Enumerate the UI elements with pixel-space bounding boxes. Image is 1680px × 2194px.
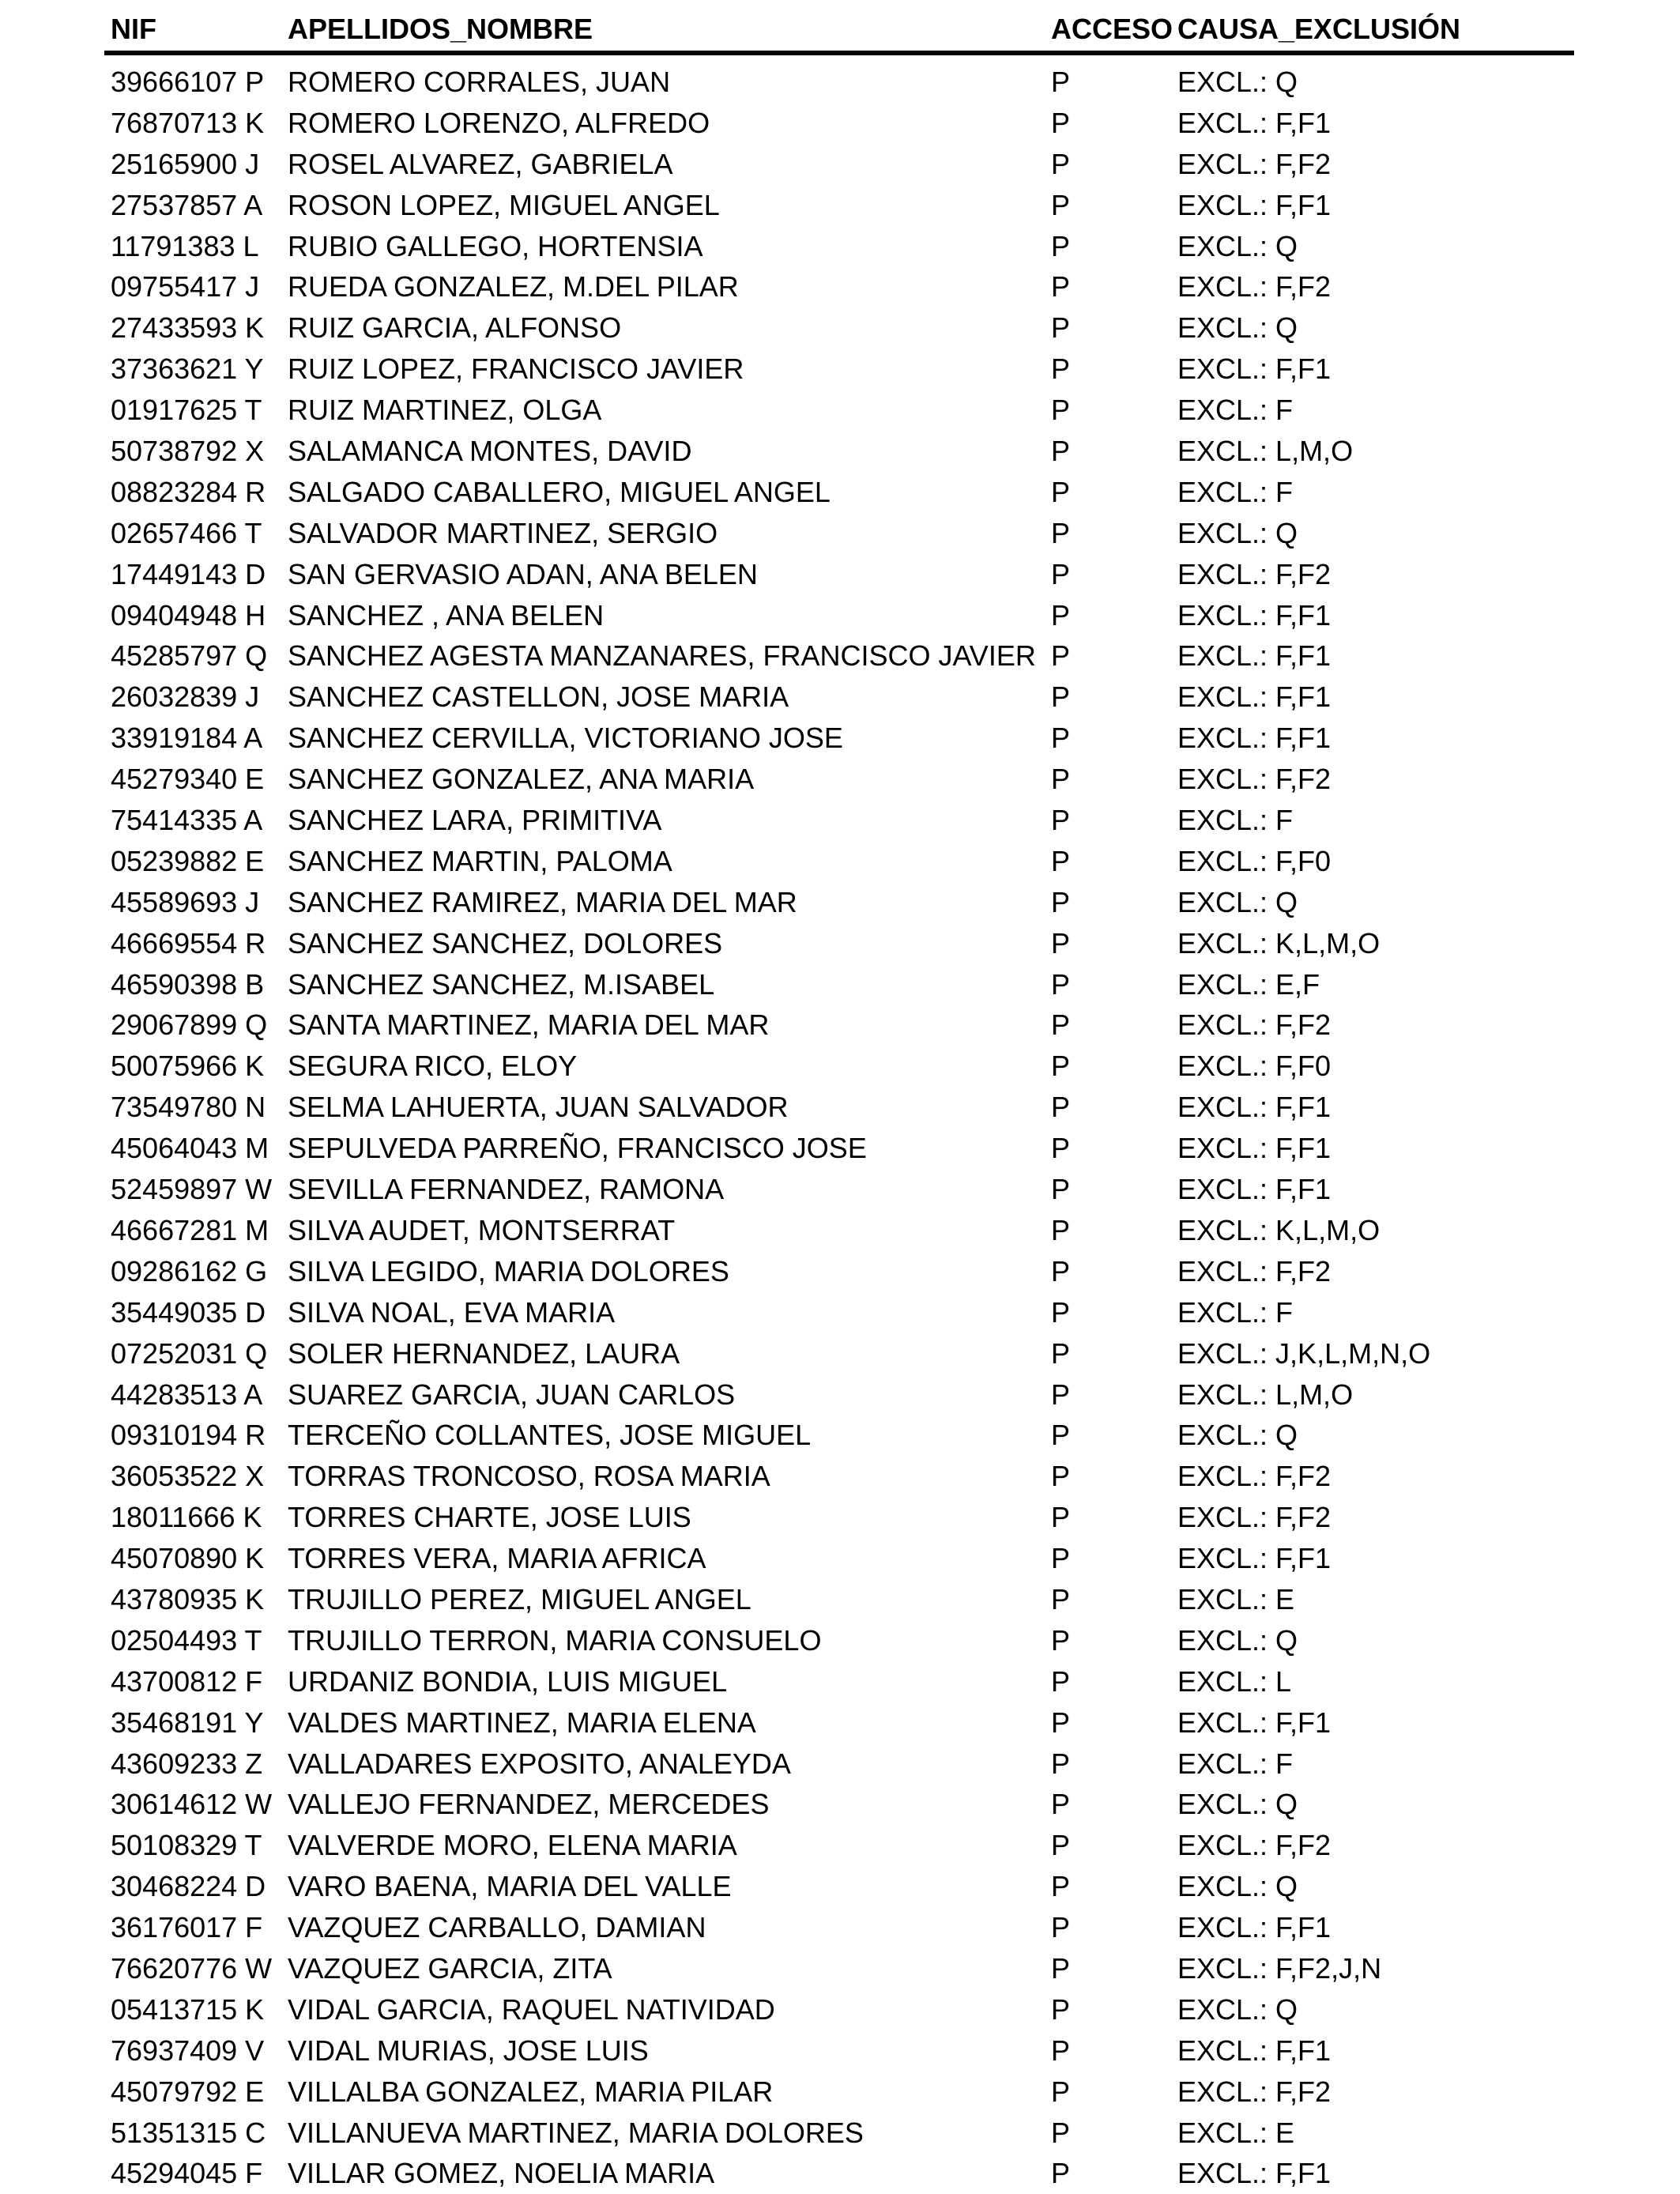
cell-causa: EXCL.: F: [1177, 475, 1294, 508]
cell-name: TORRAS TRONCOSO, ROSA MARIA: [288, 1460, 770, 1493]
table-row: [104, 1661, 1574, 1702]
cell-name: VIDAL GARCIA, RAQUEL NATIVIDAD: [288, 1992, 775, 2026]
cell-name: VILLAR GOMEZ, NOELIA MARIA: [288, 2157, 715, 2190]
cell-causa: EXCL.: F,F1: [1177, 106, 1332, 139]
cell-acceso: P: [1051, 639, 1071, 673]
cell-nif: 46669554 R: [111, 926, 266, 959]
cell-acceso: P: [1051, 1829, 1071, 1862]
cell-acceso: P: [1051, 2157, 1071, 2190]
table-row: [104, 1744, 1574, 1785]
cell-acceso: P: [1051, 1501, 1071, 1534]
cell-name: ROSON LOPEZ, MIGUEL ANGEL: [288, 188, 720, 221]
table-row: [104, 2071, 1574, 2113]
cell-nif: 45279340 E: [111, 763, 265, 796]
cell-acceso: P: [1051, 885, 1071, 918]
cell-name: VILLALBA GONZALEZ, MARIA PILAR: [288, 2075, 774, 2108]
cell-nif: 50108329 T: [111, 1829, 262, 1862]
cell-acceso: P: [1051, 311, 1071, 345]
table-row: [104, 144, 1574, 185]
cell-nif: 05239882 E: [111, 844, 265, 877]
cell-causa: EXCL.: F: [1177, 394, 1294, 427]
cell-causa: EXCL.: F,F1: [1177, 1542, 1332, 1575]
cell-nif: 73549780 N: [111, 1091, 266, 1124]
cell-acceso: P: [1051, 1132, 1071, 1165]
cell-causa: EXCL.: F,F1: [1177, 680, 1332, 714]
table-row: [104, 1989, 1574, 2030]
cell-causa: EXCL.: F,F1: [1177, 1911, 1332, 1944]
cell-acceso: P: [1051, 1992, 1071, 2026]
cell-nif: 30468224 D: [111, 1870, 266, 1903]
exclusion-list-table: [104, 9, 1574, 2190]
cell-acceso: P: [1051, 598, 1071, 631]
cell-name: VAZQUEZ CARBALLO, DAMIAN: [288, 1911, 706, 1944]
cell-name: SILVA AUDET, MONTSERRAT: [288, 1213, 676, 1246]
cell-nif: 27537857 A: [111, 188, 263, 221]
table-row: [104, 554, 1574, 595]
cell-acceso: P: [1051, 1747, 1071, 1780]
table-row: [104, 1415, 1574, 1456]
cell-causa: EXCL.: L,M,O: [1177, 435, 1354, 468]
cell-nif: 18011666 K: [111, 1501, 262, 1534]
cell-acceso: P: [1051, 66, 1071, 98]
cell-name: SANTA MARTINEZ, MARIA DEL MAR: [288, 1008, 770, 1042]
table-row: [104, 2113, 1574, 2154]
cell-causa: EXCL.: F,F2: [1177, 1008, 1332, 1042]
cell-name: VAZQUEZ GARCIA, ZITA: [288, 1951, 612, 1985]
cell-causa: EXCL.: F,F1: [1177, 1706, 1332, 1739]
cell-nif: 11791383 L: [111, 229, 259, 262]
cell-acceso: P: [1051, 475, 1071, 508]
table-row: [104, 2030, 1574, 2071]
cell-causa: EXCL.: F,F2: [1177, 2075, 1332, 2108]
cell-nif: 76870713 K: [111, 106, 265, 139]
cell-nif: 45079792 E: [111, 2075, 265, 2108]
cell-acceso: P: [1051, 1254, 1071, 1287]
cell-causa: EXCL.: E: [1177, 1582, 1295, 1615]
table-row: [104, 1005, 1574, 1046]
cell-causa: EXCL.: Q: [1177, 1623, 1298, 1657]
cell-causa: EXCL.: F,F1: [1177, 2157, 1332, 2190]
cell-acceso: P: [1051, 147, 1071, 180]
header-divider: [104, 51, 1574, 55]
cell-nif: 50075966 K: [111, 1050, 265, 1083]
cell-causa: EXCL.: F,F2: [1177, 557, 1332, 590]
cell-name: TORRES CHARTE, JOSE LUIS: [288, 1501, 691, 1534]
cell-causa: EXCL.: E: [1177, 2116, 1295, 2149]
cell-acceso: P: [1051, 1582, 1071, 1615]
cell-nif: 46667281 M: [111, 1213, 269, 1246]
cell-causa: EXCL.: F,F1: [1177, 188, 1332, 221]
cell-name: SOLER HERNANDEZ, LAURA: [288, 1336, 680, 1370]
table-row: [104, 349, 1574, 390]
table-row: [104, 185, 1574, 226]
cell-name: ROMERO LORENZO, ALFREDO: [288, 106, 710, 139]
cell-name: ROSEL ALVAREZ, GABRIELA: [288, 147, 673, 180]
table-row: [104, 431, 1574, 472]
table-row: [104, 307, 1574, 349]
cell-causa: EXCL.: F,F2,J,N: [1177, 1951, 1382, 1985]
table-row: [104, 1046, 1574, 1087]
cell-causa: EXCL.: F,F2: [1177, 1254, 1332, 1287]
cell-causa: EXCL.: F,F0: [1177, 1050, 1332, 1083]
cell-name: SANCHEZ SANCHEZ, M.ISABEL: [288, 967, 715, 1001]
table-row: [104, 390, 1574, 431]
cell-acceso: P: [1051, 680, 1071, 714]
table-row: [104, 1210, 1574, 1251]
cell-name: SANCHEZ AGESTA MANZANARES, FRANCISCO JAVIER: [288, 639, 1036, 673]
table-row: [104, 2153, 1574, 2194]
cell-causa: EXCL.: Q: [1177, 66, 1298, 98]
cell-acceso: P: [1051, 1951, 1071, 1985]
cell-name: URDANIZ BONDIA, LUIS MIGUEL: [288, 1664, 728, 1698]
cell-name: RUBIO GALLEGO, HORTENSIA: [288, 229, 703, 262]
cell-nif: 01917625 T: [111, 394, 262, 427]
table-row: [104, 1169, 1574, 1210]
cell-name: SELMA LAHUERTA, JUAN SALVADOR: [288, 1091, 789, 1124]
cell-nif: 08823284 R: [111, 475, 266, 508]
table-row: [104, 1087, 1574, 1128]
cell-nif: 45589693 J: [111, 885, 260, 918]
cell-acceso: P: [1051, 229, 1071, 262]
cell-causa: EXCL.: F,F1: [1177, 352, 1332, 386]
cell-name: VALVERDE MORO, ELENA MARIA: [288, 1829, 737, 1862]
table-row: [104, 1374, 1574, 1416]
cell-causa: EXCL.: F,F1: [1177, 722, 1332, 755]
cell-causa: EXCL.: Q: [1177, 1419, 1298, 1452]
cell-causa: EXCL.: F: [1177, 1747, 1294, 1780]
cell-nif: 44283513 A: [111, 1378, 263, 1411]
table-row: [104, 472, 1574, 513]
cell-nif: 52459897 W: [111, 1173, 273, 1206]
cell-causa: EXCL.: F,F1: [1177, 598, 1332, 631]
column-header-nif: NIF: [111, 13, 156, 45]
cell-acceso: P: [1051, 2116, 1071, 2149]
cell-name: VALDES MARTINEZ, MARIA ELENA: [288, 1706, 756, 1739]
cell-name: SALVADOR MARTINEZ, SERGIO: [288, 516, 718, 549]
table-row: [104, 1620, 1574, 1661]
cell-causa: EXCL.: Q: [1177, 1870, 1298, 1903]
cell-acceso: P: [1051, 1419, 1071, 1452]
cell-acceso: P: [1051, 967, 1071, 1001]
table-row: [104, 1784, 1574, 1825]
cell-causa: EXCL.: F,F1: [1177, 639, 1332, 673]
table-row: [104, 1497, 1574, 1538]
cell-acceso: P: [1051, 1664, 1071, 1698]
cell-acceso: P: [1051, 763, 1071, 796]
cell-acceso: P: [1051, 188, 1071, 221]
cell-nif: 43700812 F: [111, 1664, 263, 1698]
cell-causa: EXCL.: L: [1177, 1664, 1292, 1698]
cell-name: SANCHEZ RAMIREZ, MARIA DEL MAR: [288, 885, 797, 918]
cell-name: SEVILLA FERNANDEZ, RAMONA: [288, 1173, 725, 1206]
cell-nif: 07252031 Q: [111, 1336, 268, 1370]
cell-acceso: P: [1051, 352, 1071, 386]
table-row: [104, 677, 1574, 718]
cell-nif: 50738792 X: [111, 435, 265, 468]
cell-nif: 02504493 T: [111, 1623, 262, 1657]
cell-name: VILLANUEVA MARTINEZ, MARIA DOLORES: [288, 2116, 864, 2149]
cell-acceso: P: [1051, 844, 1071, 877]
cell-name: SUAREZ GARCIA, JUAN CARLOS: [288, 1378, 736, 1411]
cell-nif: 17449143 D: [111, 557, 266, 590]
table-row: [104, 759, 1574, 800]
cell-nif: 37363621 Y: [111, 352, 264, 386]
cell-name: TERCEÑO COLLANTES, JOSE MIGUEL: [288, 1419, 812, 1452]
cell-nif: 09404948 H: [111, 598, 266, 631]
cell-acceso: P: [1051, 804, 1071, 837]
table-row: [104, 1251, 1574, 1292]
table-row: [104, 1825, 1574, 1866]
cell-causa: EXCL.: Q: [1177, 516, 1298, 549]
cell-acceso: P: [1051, 1213, 1071, 1246]
cell-name: TRUJILLO TERRON, MARIA CONSUELO: [288, 1623, 822, 1657]
table-row: [104, 103, 1574, 144]
cell-nif: 09286162 G: [111, 1254, 268, 1287]
cell-acceso: P: [1051, 106, 1071, 139]
cell-causa: EXCL.: Q: [1177, 885, 1298, 918]
cell-causa: EXCL.: Q: [1177, 229, 1298, 262]
cell-acceso: P: [1051, 270, 1071, 303]
cell-nif: 76937409 V: [111, 2034, 265, 2067]
table-row: [104, 1292, 1574, 1333]
cell-nif: 02657466 T: [111, 516, 262, 549]
cell-causa: EXCL.: F,F1: [1177, 2034, 1332, 2067]
table-row: [104, 1702, 1574, 1744]
cell-name: SILVA LEGIDO, MARIA DOLORES: [288, 1254, 729, 1287]
cell-causa: EXCL.: F: [1177, 804, 1294, 837]
column-header-acceso: ACCESO: [1051, 13, 1173, 45]
cell-nif: 25165900 J: [111, 147, 260, 180]
cell-name: SALAMANCA MONTES, DAVID: [288, 435, 692, 468]
cell-name: RUIZ GARCIA, ALFONSO: [288, 311, 622, 345]
table-row: [104, 1948, 1574, 1989]
cell-name: RUEDA GONZALEZ, M.DEL PILAR: [288, 270, 739, 303]
cell-name: VIDAL MURIAS, JOSE LUIS: [288, 2034, 649, 2067]
table-row: [104, 1128, 1574, 1169]
cell-acceso: P: [1051, 1460, 1071, 1493]
cell-acceso: P: [1051, 1378, 1071, 1411]
cell-name: SANCHEZ , ANA BELEN: [288, 598, 605, 631]
cell-nif: 75414335 A: [111, 804, 263, 837]
cell-causa: EXCL.: F,F2: [1177, 270, 1332, 303]
cell-name: SANCHEZ GONZALEZ, ANA MARIA: [288, 763, 755, 796]
cell-causa: EXCL.: F,F0: [1177, 844, 1332, 877]
cell-name: SANCHEZ CASTELLON, JOSE MARIA: [288, 680, 789, 714]
cell-causa: EXCL.: Q: [1177, 1788, 1298, 1821]
table-row: [104, 1579, 1574, 1620]
cell-nif: 36176017 F: [111, 1911, 263, 1944]
table-row: [104, 1866, 1574, 1907]
cell-acceso: P: [1051, 1542, 1071, 1575]
cell-name: TRUJILLO PEREZ, MIGUEL ANGEL: [288, 1582, 751, 1615]
cell-causa: EXCL.: E,F: [1177, 967, 1320, 1001]
cell-acceso: P: [1051, 2075, 1071, 2108]
cell-acceso: P: [1051, 1706, 1071, 1739]
cell-causa: EXCL.: J,K,L,M,N,O: [1177, 1336, 1431, 1370]
cell-name: VALLEJO FERNANDEZ, MERCEDES: [288, 1788, 770, 1821]
table-row: [104, 964, 1574, 1005]
cell-nif: 43780935 K: [111, 1582, 265, 1615]
cell-causa: EXCL.: F: [1177, 1295, 1294, 1329]
cell-nif: 29067899 Q: [111, 1008, 268, 1042]
table-row: [104, 513, 1574, 554]
cell-name: SEGURA RICO, ELOY: [288, 1050, 578, 1083]
table-row: [104, 882, 1574, 923]
cell-causa: EXCL.: F,F2: [1177, 1829, 1332, 1862]
table-row: [104, 923, 1574, 964]
cell-acceso: P: [1051, 1870, 1071, 1903]
table-body: [104, 62, 1574, 2194]
table-row: [104, 718, 1574, 759]
cell-acceso: P: [1051, 1623, 1071, 1657]
cell-causa: EXCL.: K,L,M,O: [1177, 1213, 1381, 1246]
cell-name: SILVA NOAL, EVA MARIA: [288, 1295, 616, 1329]
cell-nif: 45285797 Q: [111, 639, 268, 673]
cell-nif: 36053522 X: [111, 1460, 265, 1493]
table-row: [104, 1538, 1574, 1579]
cell-name: VARO BAENA, MARIA DEL VALLE: [288, 1870, 732, 1903]
table-row: [104, 226, 1574, 267]
cell-causa: EXCL.: Q: [1177, 1992, 1298, 2026]
table-row: [104, 1333, 1574, 1374]
cell-nif: 45064043 M: [111, 1132, 269, 1165]
cell-causa: EXCL.: F,F1: [1177, 1091, 1332, 1124]
cell-acceso: P: [1051, 2034, 1071, 2067]
cell-nif: 30614612 W: [111, 1788, 273, 1821]
cell-name: SEPULVEDA PARREÑO, FRANCISCO JOSE: [288, 1132, 867, 1165]
cell-causa: EXCL.: F,F1: [1177, 1132, 1332, 1165]
cell-acceso: P: [1051, 435, 1071, 468]
cell-nif: 27433593 K: [111, 311, 265, 345]
cell-acceso: P: [1051, 1050, 1071, 1083]
cell-nif: 43609233 Z: [111, 1747, 263, 1780]
cell-acceso: P: [1051, 1336, 1071, 1370]
cell-acceso: P: [1051, 722, 1071, 755]
cell-causa: EXCL.: F,F1: [1177, 1173, 1332, 1206]
cell-name: SAN GERVASIO ADAN, ANA BELEN: [288, 557, 758, 590]
cell-acceso: P: [1051, 926, 1071, 959]
cell-causa: EXCL.: F,F2: [1177, 1501, 1332, 1534]
cell-nif: 33919184 A: [111, 722, 263, 755]
cell-causa: EXCL.: F,F2: [1177, 147, 1332, 180]
table-row: [104, 1907, 1574, 1948]
cell-nif: 05413715 K: [111, 1992, 265, 2026]
cell-causa: EXCL.: F,F2: [1177, 763, 1332, 796]
cell-nif: 46590398 B: [111, 967, 265, 1001]
cell-nif: 35449035 D: [111, 1295, 266, 1329]
cell-nif: 45294045 F: [111, 2157, 263, 2190]
cell-name: RUIZ MARTINEZ, OLGA: [288, 394, 602, 427]
column-header-causa: CAUSA_EXCLUSIÓN: [1177, 13, 1461, 45]
cell-nif: 45070890 K: [111, 1542, 265, 1575]
cell-acceso: P: [1051, 1173, 1071, 1206]
table-row: [104, 62, 1574, 103]
cell-acceso: P: [1051, 1788, 1071, 1821]
cell-nif: 26032839 J: [111, 680, 260, 714]
cell-name: SALGADO CABALLERO, MIGUEL ANGEL: [288, 475, 831, 508]
table-row: [104, 1456, 1574, 1497]
table-header: [104, 9, 1574, 49]
cell-causa: EXCL.: K,L,M,O: [1177, 926, 1381, 959]
cell-acceso: P: [1051, 516, 1071, 549]
cell-name: SANCHEZ CERVILLA, VICTORIANO JOSE: [288, 722, 843, 755]
cell-nif: 09310194 R: [111, 1419, 266, 1452]
table-row: [104, 841, 1574, 882]
cell-name: SANCHEZ MARTIN, PALOMA: [288, 844, 672, 877]
cell-name: VALLADARES EXPOSITO, ANALEYDA: [288, 1747, 791, 1780]
cell-nif: 09755417 J: [111, 270, 260, 303]
cell-name: SANCHEZ LARA, PRIMITIVA: [288, 804, 662, 837]
cell-acceso: P: [1051, 557, 1071, 590]
cell-name: ROMERO CORRALES, JUAN: [288, 66, 671, 98]
cell-causa: EXCL.: Q: [1177, 311, 1298, 345]
table-row: [104, 595, 1574, 636]
cell-acceso: P: [1051, 1008, 1071, 1042]
cell-acceso: P: [1051, 1295, 1071, 1329]
cell-name: SANCHEZ SANCHEZ, DOLORES: [288, 926, 723, 959]
cell-nif: 39666107 P: [111, 66, 265, 98]
cell-acceso: P: [1051, 394, 1071, 427]
cell-nif: 76620776 W: [111, 1951, 273, 1985]
cell-causa: EXCL.: F,F2: [1177, 1460, 1332, 1493]
cell-acceso: P: [1051, 1911, 1071, 1944]
table-row: [104, 800, 1574, 841]
cell-nif: 35468191 Y: [111, 1706, 264, 1739]
cell-acceso: P: [1051, 1091, 1071, 1124]
cell-name: TORRES VERA, MARIA AFRICA: [288, 1542, 706, 1575]
cell-causa: EXCL.: L,M,O: [1177, 1378, 1354, 1411]
cell-nif: 51351315 C: [111, 2116, 266, 2149]
table-row: [104, 635, 1574, 677]
cell-name: RUIZ LOPEZ, FRANCISCO JAVIER: [288, 352, 744, 386]
table-row: [104, 266, 1574, 307]
column-header-name: APELLIDOS_NOMBRE: [288, 13, 593, 45]
